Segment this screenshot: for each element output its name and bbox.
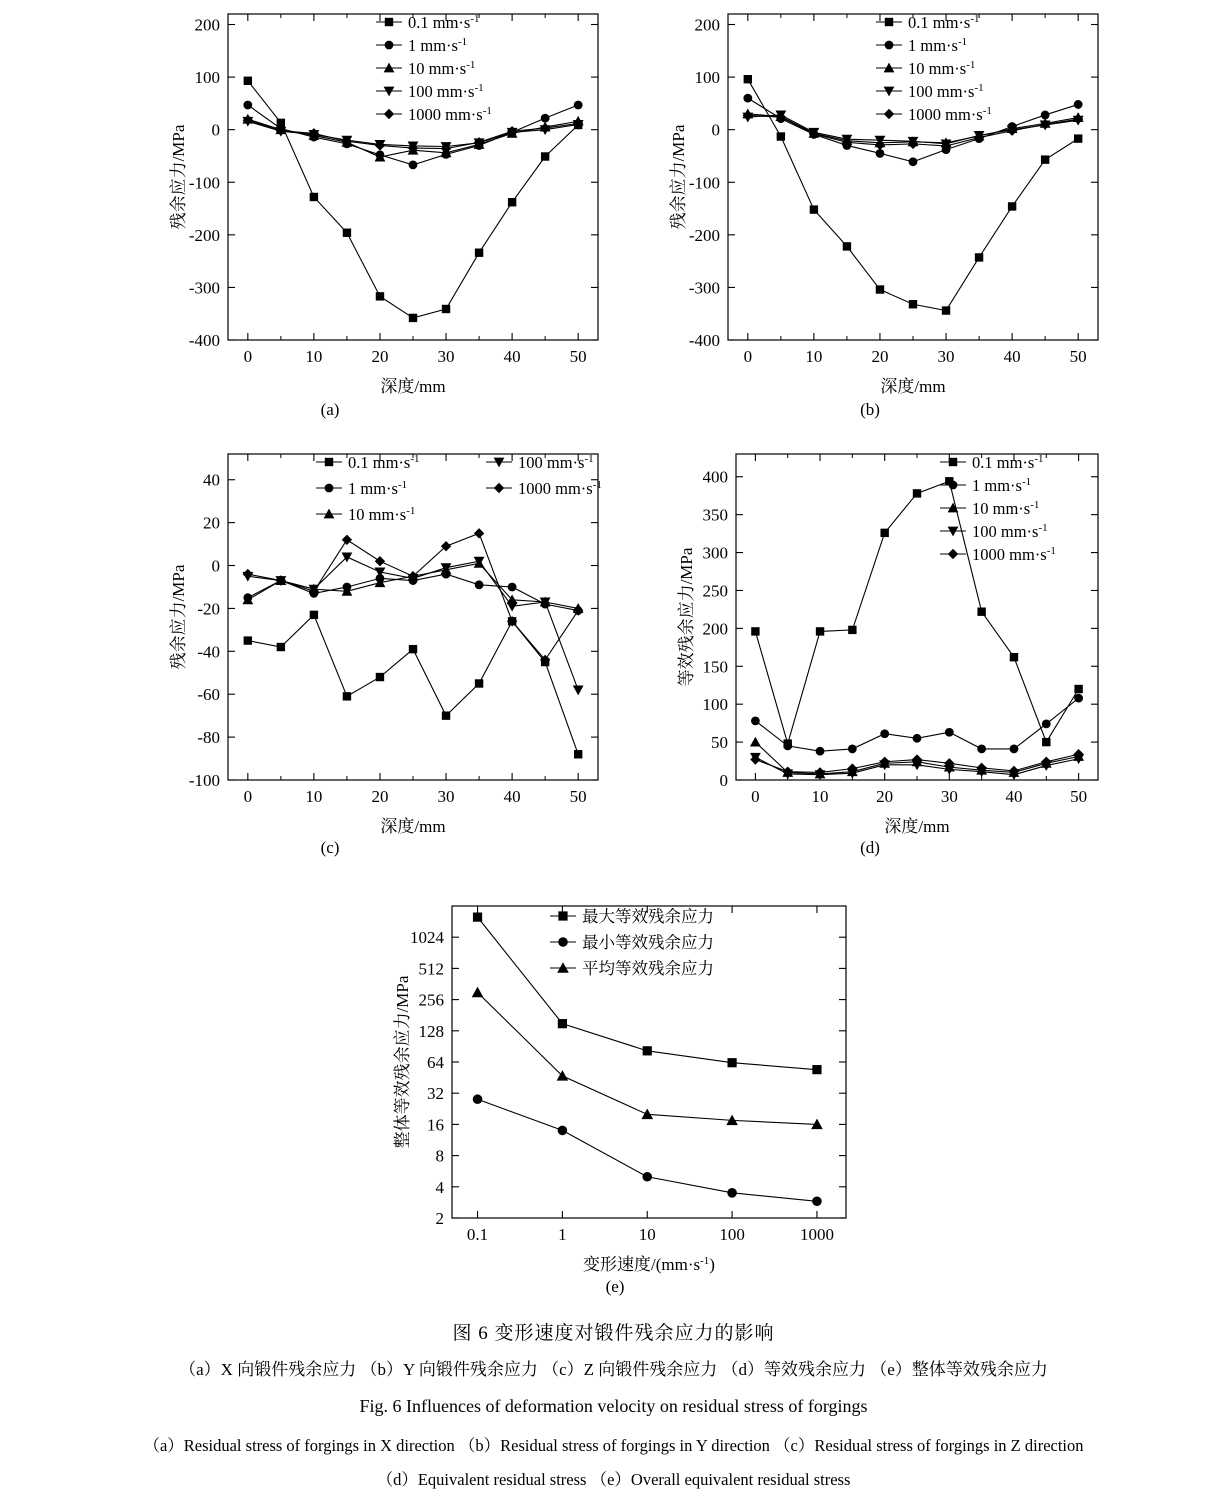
legend-label: 100 $mm\cdot s^{-1}$	[908, 82, 984, 101]
data-point-marker	[376, 673, 384, 681]
figure-en-subcaptions-2: （d）Equivalent residual stress （e）Overall equivalent residual stress	[376, 1470, 851, 1489]
data-point-marker	[558, 1126, 568, 1136]
data-point-marker	[277, 643, 285, 651]
y-tick-label: 200	[194, 15, 220, 35]
data-point-marker	[783, 741, 792, 750]
data-point-marker	[1042, 738, 1050, 746]
data-point-marker	[884, 109, 894, 119]
data-point-marker	[744, 75, 752, 83]
legend-label: 100 $mm\cdot s^{-1}$	[972, 522, 1048, 541]
x-tick-label: 0	[751, 787, 760, 806]
data-point-marker	[843, 242, 851, 250]
data-point-marker	[743, 110, 753, 120]
data-point-marker	[409, 161, 418, 170]
y-tick-label: 0	[211, 120, 220, 140]
y-axis-label: 整体等效残余应力/MPa	[393, 975, 412, 1149]
y-tick-label: 2	[435, 1209, 444, 1228]
data-point-marker	[1073, 114, 1083, 124]
y-tick-label: 512	[418, 959, 444, 979]
y-tick-label: 256	[418, 990, 444, 1010]
data-point-marker	[375, 556, 385, 566]
y-axis-label: 残余应力/MPa	[169, 124, 188, 230]
series-line	[755, 698, 1078, 751]
data-point-marker	[573, 605, 583, 615]
data-point-marker	[244, 636, 252, 644]
data-point-marker	[574, 101, 583, 110]
data-point-marker	[385, 41, 394, 50]
data-point-marker	[558, 911, 567, 920]
x-tick-label: 20	[871, 347, 889, 366]
x-tick-label: 100	[719, 1225, 745, 1244]
data-point-marker	[641, 1109, 653, 1120]
y-tick-label: 400	[702, 467, 728, 487]
legend-label: 10 $mm\cdot s^{-1}$	[408, 59, 476, 78]
legend-label: 0.1 $mm\cdot s^{-1}$	[348, 453, 420, 472]
data-point-marker	[885, 41, 894, 50]
legend-label: 最小等效残余应力	[582, 933, 714, 952]
x-tick-label: 40	[1005, 787, 1023, 806]
data-point-marker	[816, 747, 825, 756]
legend-label: 1 $mm\cdot s^{-1}$	[972, 476, 1032, 495]
y-tick-label: 1024	[410, 928, 444, 948]
data-point-marker	[876, 285, 884, 293]
data-point-marker	[376, 292, 384, 300]
data-point-marker	[442, 711, 450, 719]
y-tick-label: 300	[702, 543, 728, 563]
data-point-marker	[1010, 745, 1019, 754]
legend-label: 1 $mm\cdot s^{-1}$	[408, 36, 468, 55]
data-point-marker	[508, 198, 516, 206]
x-tick-label: 30	[437, 347, 455, 366]
data-point-marker	[325, 458, 333, 466]
y-tick-label: 200	[702, 619, 728, 639]
x-axis-label: 深度/mm	[380, 377, 446, 396]
legend-label: 10 $mm\cdot s^{-1}$	[972, 499, 1040, 518]
x-tick-label: 50	[569, 347, 587, 366]
data-point-marker	[1010, 653, 1018, 661]
data-point-marker	[342, 535, 352, 545]
legend-label: 1000 $mm\cdot s^{-1}$	[518, 479, 602, 498]
y-tick-label: -200	[688, 225, 720, 245]
panel-b	[650, 0, 1120, 400]
x-tick-label: 0	[243, 787, 253, 806]
chart-d	[650, 440, 1120, 840]
data-point-marker	[442, 305, 450, 313]
y-tick-label: -400	[688, 331, 720, 350]
data-point-marker	[880, 729, 889, 738]
y-tick-label: 250	[702, 581, 728, 601]
panel-e	[360, 890, 880, 1280]
panel-a-label: (a)	[320, 400, 340, 419]
data-point-marker	[508, 583, 517, 592]
legend-label: 0.1 $mm\cdot s^{-1}$	[908, 13, 980, 32]
y-tick-label: 40	[203, 470, 220, 490]
data-point-marker	[977, 745, 986, 754]
data-point-marker	[913, 734, 922, 743]
data-point-marker	[750, 737, 761, 747]
data-point-marker	[948, 549, 958, 559]
data-point-marker	[875, 140, 885, 150]
x-tick-label: 40	[503, 787, 521, 806]
x-tick-label: 30	[937, 347, 955, 366]
data-point-marker	[475, 580, 484, 589]
y-tick-label: -300	[188, 278, 220, 298]
figure-en-title: Fig. 6 Influences of deformation velocity on residual stress of forgings	[359, 1396, 868, 1416]
data-point-marker	[558, 1019, 567, 1028]
y-tick-label: 150	[702, 657, 728, 677]
data-point-marker	[816, 627, 824, 635]
legend-label: 100 $mm\cdot s^{-1}$	[518, 453, 594, 472]
data-point-marker	[908, 139, 918, 149]
data-point-marker	[942, 306, 950, 314]
x-axis-label: 变形速度$/(mm\cdot s^{-1})$	[583, 1255, 715, 1274]
y-tick-label: 350	[702, 505, 728, 525]
y-axis-label: 残余应力/MPa	[169, 564, 188, 670]
y-tick-label: 100	[194, 68, 220, 88]
data-point-marker	[909, 157, 918, 166]
x-tick-label: 50	[1069, 347, 1087, 366]
x-tick-label: 0	[243, 347, 253, 366]
data-point-marker	[540, 123, 550, 133]
y-tick-label: 20	[203, 513, 220, 533]
x-tick-label: 10	[305, 787, 323, 806]
x-tick-label: 1000	[799, 1225, 834, 1244]
panel-c-label: (c)	[320, 838, 340, 857]
data-point-marker	[1008, 202, 1016, 210]
x-tick-label: 40	[503, 347, 521, 366]
legend-label: 1 $mm\cdot s^{-1}$	[348, 479, 408, 498]
chart-e	[360, 890, 880, 1280]
data-point-marker	[310, 193, 318, 201]
series-line	[248, 533, 578, 660]
y-tick-label: 128	[418, 1021, 444, 1041]
x-tick-label: 1	[558, 1225, 567, 1244]
x-tick-label: 20	[876, 787, 894, 806]
data-point-marker	[945, 728, 954, 737]
series-markers	[472, 987, 823, 1129]
y-tick-label: -100	[188, 771, 220, 790]
figure-en-subcaptions-1: （a）Residual stress of forgings in X direction （b）Residual stress of forgings in Y direction （c）Residual stress of forgings in Z direction	[143, 1436, 1084, 1455]
legend-label: 0.1 $mm\cdot s^{-1}$	[972, 453, 1044, 472]
data-point-marker	[1074, 694, 1083, 703]
panel-e-label: (e)	[605, 1277, 625, 1296]
data-point-marker	[558, 937, 568, 947]
data-point-marker	[848, 626, 856, 634]
data-point-marker	[574, 750, 582, 758]
data-point-marker	[1074, 685, 1082, 693]
y-tick-label: -20	[197, 599, 220, 619]
legend-label: 平均等效残余应力	[582, 959, 714, 978]
legend-label: 100 $mm\cdot s^{-1}$	[408, 82, 484, 101]
plot-frame	[228, 454, 598, 780]
x-axis-label: 深度/mm	[380, 817, 446, 836]
data-point-marker	[1042, 719, 1051, 728]
legend-label: 1000 $mm\cdot s^{-1}$	[972, 545, 1056, 564]
x-tick-label: 20	[371, 347, 389, 366]
panel-b-label: (b)	[860, 400, 880, 419]
data-point-marker	[812, 1196, 822, 1206]
x-tick-label: 0.1	[466, 1225, 489, 1244]
legend-label: 10 $mm\cdot s^{-1}$	[908, 59, 976, 78]
y-tick-label: 50	[711, 733, 728, 753]
x-tick-label: 0	[743, 347, 753, 366]
y-tick-label: -400	[188, 331, 220, 350]
y-tick-label: -100	[188, 173, 220, 193]
series-line	[478, 992, 817, 1124]
y-tick-label: -300	[688, 278, 720, 298]
panel-c	[150, 440, 620, 840]
y-axis-label: 等效残余应力/MPa	[677, 547, 696, 687]
data-point-marker	[472, 987, 484, 998]
x-tick-label: 50	[569, 787, 587, 806]
y-tick-label: -60	[197, 685, 220, 705]
y-tick-label: -40	[197, 642, 220, 662]
y-tick-label: 64	[427, 1053, 444, 1072]
panel-d-label: (d)	[860, 838, 880, 857]
data-point-marker	[913, 489, 921, 497]
data-point-marker	[1074, 134, 1082, 142]
data-point-marker	[810, 205, 818, 213]
x-tick-label: 20	[371, 787, 389, 806]
data-point-marker	[343, 229, 351, 237]
data-point-marker	[243, 569, 253, 579]
data-point-marker	[909, 300, 917, 308]
y-tick-label: 32	[427, 1084, 444, 1104]
x-tick-label: 10	[811, 787, 829, 806]
data-point-marker	[475, 249, 483, 257]
plot-frame	[736, 454, 1098, 780]
series-line	[248, 615, 578, 754]
x-tick-label: 30	[940, 787, 958, 806]
y-tick-label: 100	[702, 695, 728, 715]
data-point-marker	[975, 253, 983, 261]
series-markers	[244, 611, 583, 759]
data-point-marker	[880, 529, 888, 537]
data-point-marker	[643, 1046, 652, 1055]
chart-c	[150, 440, 620, 840]
legend-label: 0.1 $mm\cdot s^{-1}$	[408, 13, 480, 32]
x-tick-label: 10	[805, 347, 823, 366]
data-point-marker	[541, 152, 549, 160]
x-tick-label: 50	[1070, 787, 1088, 806]
data-point-marker	[848, 745, 857, 754]
data-point-marker	[310, 611, 318, 619]
data-point-marker	[1074, 100, 1083, 109]
data-point-marker	[1041, 155, 1049, 163]
series-markers	[751, 694, 1083, 756]
data-point-marker	[541, 114, 550, 123]
legend-label: 1000 $mm\cdot s^{-1}$	[408, 105, 492, 124]
panel-a	[150, 0, 620, 400]
data-point-marker	[475, 679, 483, 687]
data-point-marker	[777, 132, 785, 140]
data-point-marker	[244, 77, 252, 85]
data-point-marker	[473, 913, 482, 922]
data-point-marker	[977, 607, 985, 615]
data-point-marker	[751, 627, 759, 635]
y-tick-label: -100	[688, 173, 720, 193]
y-tick-label: 0	[711, 120, 720, 140]
y-tick-label: 16	[427, 1115, 444, 1135]
data-point-marker	[743, 94, 752, 103]
data-point-marker	[812, 1065, 821, 1074]
y-tick-label: -80	[197, 728, 220, 748]
data-point-marker	[885, 18, 893, 26]
data-point-marker	[243, 101, 252, 110]
figure-cn-title: 图 6 变形速度对锻件残余应力的影响	[452, 1323, 775, 1344]
data-point-marker	[409, 314, 417, 322]
data-point-marker	[473, 1094, 483, 1104]
x-tick-label: 10	[305, 347, 323, 366]
x-axis-label: 深度/mm	[880, 377, 946, 396]
data-point-marker	[727, 1058, 736, 1067]
series-line	[755, 481, 1078, 743]
data-point-marker	[494, 483, 504, 493]
data-point-marker	[409, 645, 417, 653]
data-point-marker	[474, 528, 484, 538]
y-tick-label: 200	[694, 15, 720, 35]
y-tick-label: 0	[719, 771, 728, 790]
data-point-marker	[949, 458, 957, 466]
data-point-marker	[385, 18, 393, 26]
chart-a	[150, 0, 620, 400]
legend-label: 1 $mm\cdot s^{-1}$	[908, 36, 968, 55]
data-point-marker	[751, 716, 760, 725]
y-tick-label: -200	[188, 225, 220, 245]
panel-d	[650, 440, 1120, 840]
figure-cn-subcaptions: （a）X 向锻件残余应力 （b）Y 向锻件残余应力 （c）Z 向锻件残余应力 （d）等效残余应力 （e）整体等效残余应力	[179, 1360, 1048, 1379]
x-tick-label: 30	[437, 787, 455, 806]
data-point-marker	[727, 1188, 737, 1198]
data-point-marker	[384, 109, 394, 119]
y-tick-label: 0	[211, 556, 220, 576]
x-tick-label: 40	[1003, 347, 1021, 366]
y-tick-label: 4	[435, 1177, 444, 1197]
legend-label: 10 $mm\cdot s^{-1}$	[348, 505, 416, 524]
y-tick-label: 8	[435, 1146, 444, 1166]
data-point-marker	[876, 149, 885, 158]
data-point-marker	[243, 115, 253, 125]
legend-label: 1000 $mm\cdot s^{-1}$	[908, 105, 992, 124]
x-axis-label: 深度/mm	[884, 817, 950, 836]
data-point-marker	[949, 481, 958, 490]
legend-label: 最大等效残余应力	[582, 907, 714, 926]
chart-b	[650, 0, 1120, 400]
plot-frame	[452, 906, 846, 1218]
y-tick-label: 100	[694, 68, 720, 88]
data-point-marker	[642, 1172, 652, 1182]
data-point-marker	[325, 484, 334, 493]
x-tick-label: 10	[638, 1225, 656, 1244]
y-axis-label: 残余应力/MPa	[669, 124, 688, 230]
data-point-marker	[343, 692, 351, 700]
data-point-marker	[573, 685, 584, 695]
